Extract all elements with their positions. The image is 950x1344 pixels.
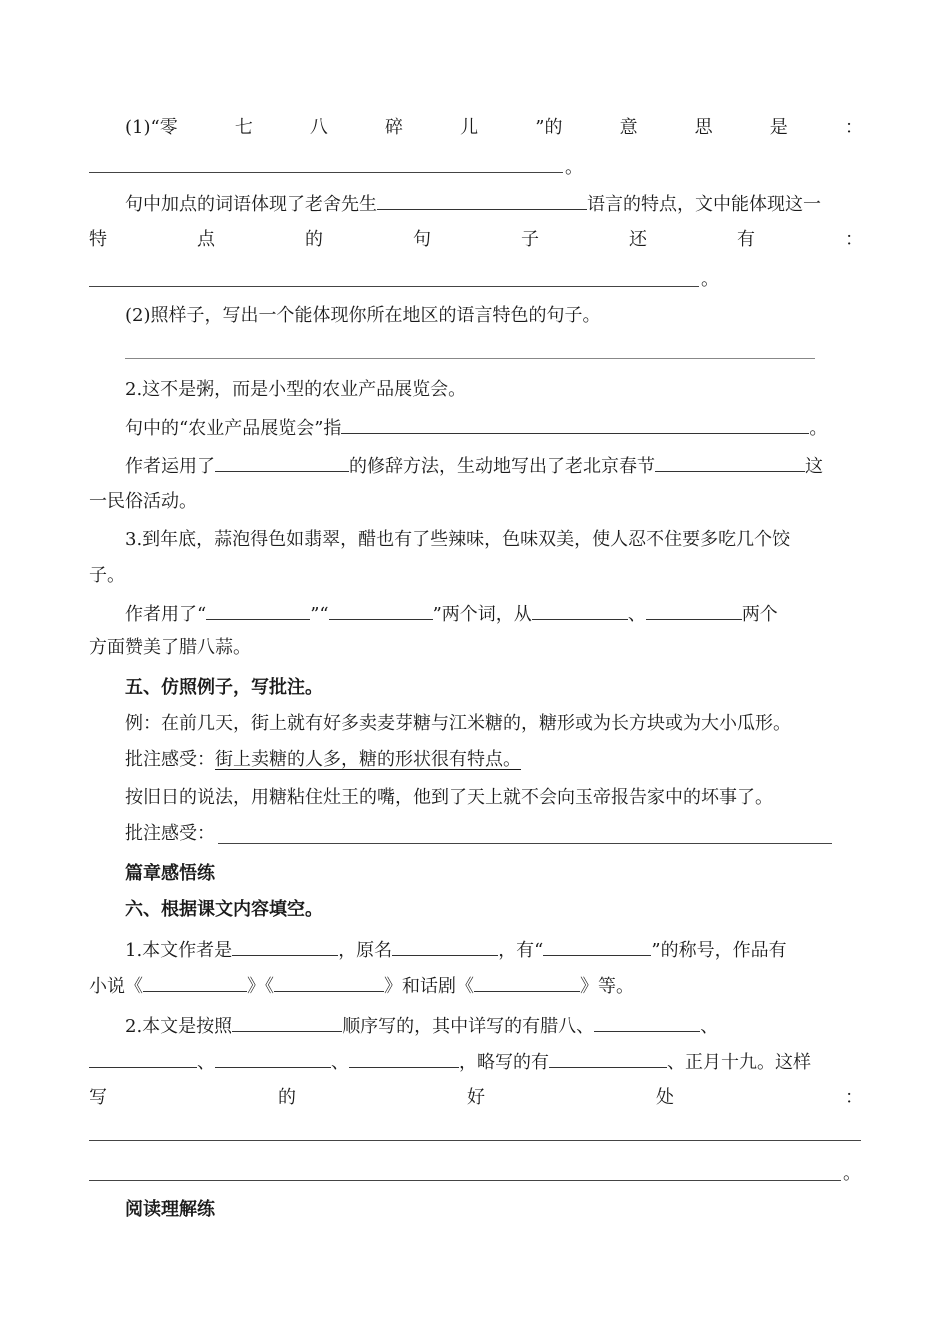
sample-note-answer: 街上卖糖的人多，糖的形状很有特点。 <box>215 749 521 770</box>
q1-line-3 <box>89 228 863 252</box>
q1-line-1 <box>125 116 863 140</box>
answer-blank-language-feature[interactable] <box>377 190 587 210</box>
char: 是 <box>769 117 788 138</box>
sec5-sentence: 按旧日的说法，用糖粘住灶王的嘴，他到了天上就不会向玉帝报告家中的坏事了。 <box>125 787 773 808</box>
sec5-example: 例：在前几天，街上就有好多卖麦芽糖与江米糖的，糖形或为长方块或为大小瓜形。 <box>125 713 791 734</box>
q1-period: 。 <box>565 157 583 178</box>
answer-blank-sentence[interactable] <box>89 286 699 287</box>
char: ： <box>845 1087 863 1108</box>
char: 子 <box>521 229 539 250</box>
char: 的 <box>278 1087 296 1108</box>
answer-blank-exhibition[interactable] <box>341 414 809 434</box>
char: 八 <box>309 117 328 138</box>
char: 好 <box>467 1087 485 1108</box>
q2-stem: 2.这不是粥，而是小型的农业产品展览会。 <box>125 379 467 400</box>
char: (1)“零 <box>125 117 178 138</box>
answer-line-note[interactable] <box>218 843 832 844</box>
q2-line-b: 作者运用了 的修辞方法，生动地写出了老北京春节 这 <box>125 452 823 476</box>
sec6-line-2: 小说《 》《 》和话剧《 》等。 <box>89 972 634 996</box>
answer-blank-order[interactable] <box>232 1012 342 1032</box>
char: 特 <box>89 229 107 250</box>
q1-period-2: 。 <box>701 269 719 290</box>
answer-blank-word-2[interactable] <box>329 600 433 620</box>
char: ”的 <box>535 117 563 138</box>
answer-blank-original-name[interactable] <box>392 936 498 956</box>
answer-blank-novel-1[interactable] <box>143 972 247 992</box>
answer-blank-word-1[interactable] <box>206 600 310 620</box>
answer-blank-detail-2[interactable] <box>89 1048 197 1068</box>
char: 七 <box>234 117 253 138</box>
char: 思 <box>694 117 713 138</box>
sec6-line-4: 、 、 ，略写的有 、正月十九。这样 <box>89 1048 811 1072</box>
sec6-line-5 <box>89 1086 863 1110</box>
answer-blank-novel-2[interactable] <box>274 972 384 992</box>
char: 碎 <box>385 117 404 138</box>
char: 有 <box>737 229 755 250</box>
answer-blank-rhetoric[interactable] <box>215 452 349 472</box>
q3-stem-2: 子。 <box>89 565 125 586</box>
char: ： <box>845 229 863 250</box>
answer-line-benefit-2[interactable] <box>89 1180 841 1181</box>
sec6-line-3: 2.本文是按照 顺序写的，其中详写的有腊八、 、 <box>125 1012 718 1036</box>
char: 还 <box>629 229 647 250</box>
answer-blank-title[interactable] <box>543 936 651 956</box>
answer-blank-meaning[interactable] <box>89 172 563 173</box>
q1-part2: (2)照样子，写出一个能体现你所在地区的语言特色的句子。 <box>125 305 601 326</box>
char: 的 <box>305 229 323 250</box>
char: 意 <box>619 117 638 138</box>
char: 儿 <box>460 117 479 138</box>
answer-blank-detail-4[interactable] <box>349 1048 459 1068</box>
answer-blank-aspect-2[interactable] <box>646 600 742 620</box>
char: ： <box>844 117 863 138</box>
sec6-line-1: 1.本文作者是 ，原名 ，有“ ”的称号，作品有 <box>125 936 787 960</box>
char: 句 <box>413 229 431 250</box>
char: 处 <box>656 1087 674 1108</box>
char: 点 <box>197 229 215 250</box>
section-6-title: 六、根据课文内容填空。 <box>125 899 323 920</box>
answer-blank-play[interactable] <box>474 972 580 992</box>
answer-blank-custom[interactable] <box>655 452 805 472</box>
q3-line-b: 方面赞美了腊八蒜。 <box>89 637 251 658</box>
q3-line-a: 作者用了“ ”“ ”两个词，从 、 两个 <box>125 600 778 624</box>
answer-blank-aspect-1[interactable] <box>532 600 628 620</box>
char: 写 <box>89 1087 107 1108</box>
sec5-note-label: 批注感受： <box>125 823 215 844</box>
answer-line-benefit-1[interactable] <box>89 1140 861 1141</box>
section-5-title: 五、仿照例子，写批注。 <box>125 677 323 698</box>
q1-line-2: 句中加点的词语体现了老舍先生 语言的特点，文中能体现这一 <box>125 190 821 214</box>
sec5-example-note: 批注感受：街上卖糖的人多，糖的形状很有特点。 <box>125 749 521 770</box>
sec6-period: 。 <box>843 1163 861 1184</box>
q2-line-a: 句中的“农业产品展览会”指 。 <box>125 414 827 438</box>
answer-blank-detail-1[interactable] <box>594 1012 700 1032</box>
answer-blank-brief[interactable] <box>549 1048 667 1068</box>
part-3-title: 阅读理解练 <box>125 1199 215 1220</box>
q2-line-c: 一民俗活动。 <box>89 491 197 512</box>
part-2-title: 篇章感悟练 <box>125 863 215 884</box>
answer-blank-author[interactable] <box>232 936 338 956</box>
q3-stem-1: 3.到年底，蒜泡得色如翡翠，醋也有了些辣味，色味双美，使人忍不住要多吃几个饺 <box>125 529 791 550</box>
answer-blank-detail-3[interactable] <box>215 1048 331 1068</box>
answer-line-local-sentence[interactable] <box>125 358 815 359</box>
